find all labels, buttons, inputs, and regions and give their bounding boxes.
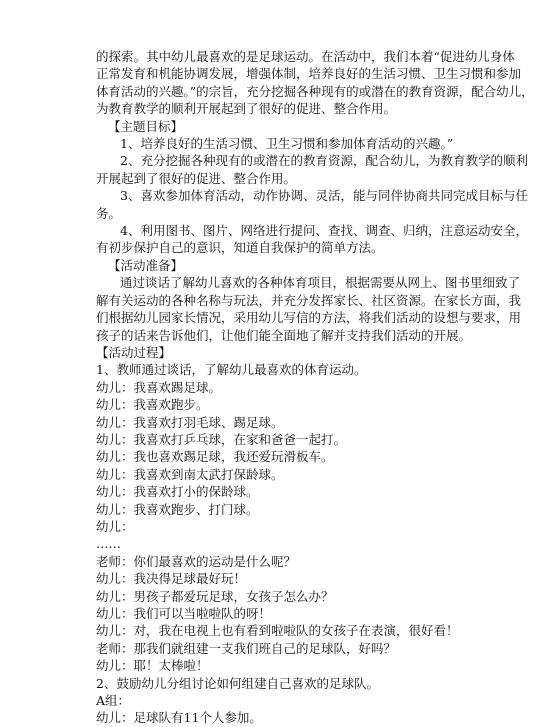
- goal-item-continuation: 开展起到了很好的促进、整合作用。: [96, 170, 297, 186]
- process-heading: 【活动过程】: [96, 344, 172, 360]
- ellipsis: ……: [96, 536, 121, 552]
- goal-item: 3、喜欢参加体育活动，动作协调、灵活，能与同伴协商共同完成目标与任: [120, 188, 528, 204]
- goals-heading: 【主题目标】: [108, 118, 184, 134]
- dialogue-line: 幼儿：耶！太棒啦！: [96, 658, 209, 674]
- prep-paragraph: 通过谈话了解幼儿喜欢的各种体育项目，根据需要从网上、图书里细致了: [120, 275, 521, 291]
- prep-paragraph: 们根据幼儿园家长情况，采用幼儿写信的方法，将我们活动的设想与要求，用: [96, 310, 522, 326]
- dialogue-line: 幼儿：我喜欢到南太武打保龄球。: [96, 466, 284, 482]
- dialogue-line: 幼儿：足球队有11个人参加。: [96, 710, 262, 726]
- intro-line: 的探索。其中幼儿最喜欢的是足球运动。在活动中，我们本着“促进幼儿身体: [96, 49, 515, 64]
- prep-heading: 【活动准备】: [108, 257, 184, 273]
- intro-line: 体育活动的兴趣。”的宗旨，充分挖掘各种现有的或潜在的教育资源，配合幼儿，: [96, 83, 534, 99]
- dialogue-line: 幼儿：我们可以当啦啦队的呀！: [96, 606, 272, 621]
- goal-item: 1、培养良好的生活习惯、卫生习惯和参加体育活动的兴趣。”: [120, 136, 454, 152]
- goal-item-continuation: 有初步保护自己的意识，知道自我保护的简单方法。: [96, 240, 384, 256]
- dialogue-line: 老师：那我们就组建一支我们班自己的足球队，好吗？: [96, 640, 397, 656]
- dialogue-line: 幼儿：对，我在电视上也有看到啦啦队的女孩子在表演，很好看！: [96, 623, 459, 639]
- dialogue-line: 幼儿：我喜欢跑步。: [96, 397, 209, 413]
- dialogue-line: 幼儿：我喜欢打羽毛球、踢足球。: [96, 414, 284, 430]
- process-step: 1、教师通过谈话，了解幼儿最喜欢的体育运动。: [96, 362, 367, 378]
- prep-paragraph: 孩子的话来告诉他们，让他们能全面地了解并支持我们活动的开展。: [96, 327, 472, 343]
- dialogue-line: 幼儿：我决得足球最好玩！: [96, 571, 247, 587]
- process-step: 2、鼓励幼儿分组讨论如何组建自己喜欢的足球队。: [96, 675, 379, 691]
- dialogue-line: 幼儿：我也喜欢踢足球，我还爱玩滑板车。: [96, 449, 334, 465]
- dialogue-line: 幼儿：我喜欢踢足球。: [96, 379, 222, 395]
- dialogue-line: 幼儿：男孩子都爱玩足球，女孩子怎么办？: [96, 588, 334, 604]
- dialogue-line: 幼儿：我喜欢跑步、打门球。: [96, 501, 259, 517]
- intro-line: 为教育教学的顺利开展起到了很好的促进、整合作用。: [96, 101, 397, 117]
- dialogue-line: 老师：你们最喜欢的运动是什么呢？: [96, 553, 297, 569]
- goal-item: 2、充分挖掘各种现有的或潜在的教育资源，配合幼儿，为教育教学的顺利: [120, 153, 528, 169]
- group-label: A组：: [96, 693, 131, 709]
- dialogue-line: 幼儿：我喜欢打小的保龄球。: [96, 484, 259, 500]
- intro-line: 正常发育和机能协调发展，增强体制，培养良好的生活习惯、卫生习惯和参加: [96, 66, 522, 82]
- goal-item: 4、利用图书、图片、网络进行提问、查找、调查、归纳，注意运动安全，: [120, 223, 528, 239]
- goal-item-continuation: 务。: [96, 205, 122, 221]
- dialogue-line: 幼儿：我喜欢打乒乓球，在家和爸爸一起打。: [96, 431, 347, 447]
- prep-paragraph: 解有关运动的各种名称与玩法，并充分发挥家长、社区资源。在家长方面，我: [96, 292, 522, 308]
- dialogue-line: 幼儿：: [96, 518, 134, 534]
